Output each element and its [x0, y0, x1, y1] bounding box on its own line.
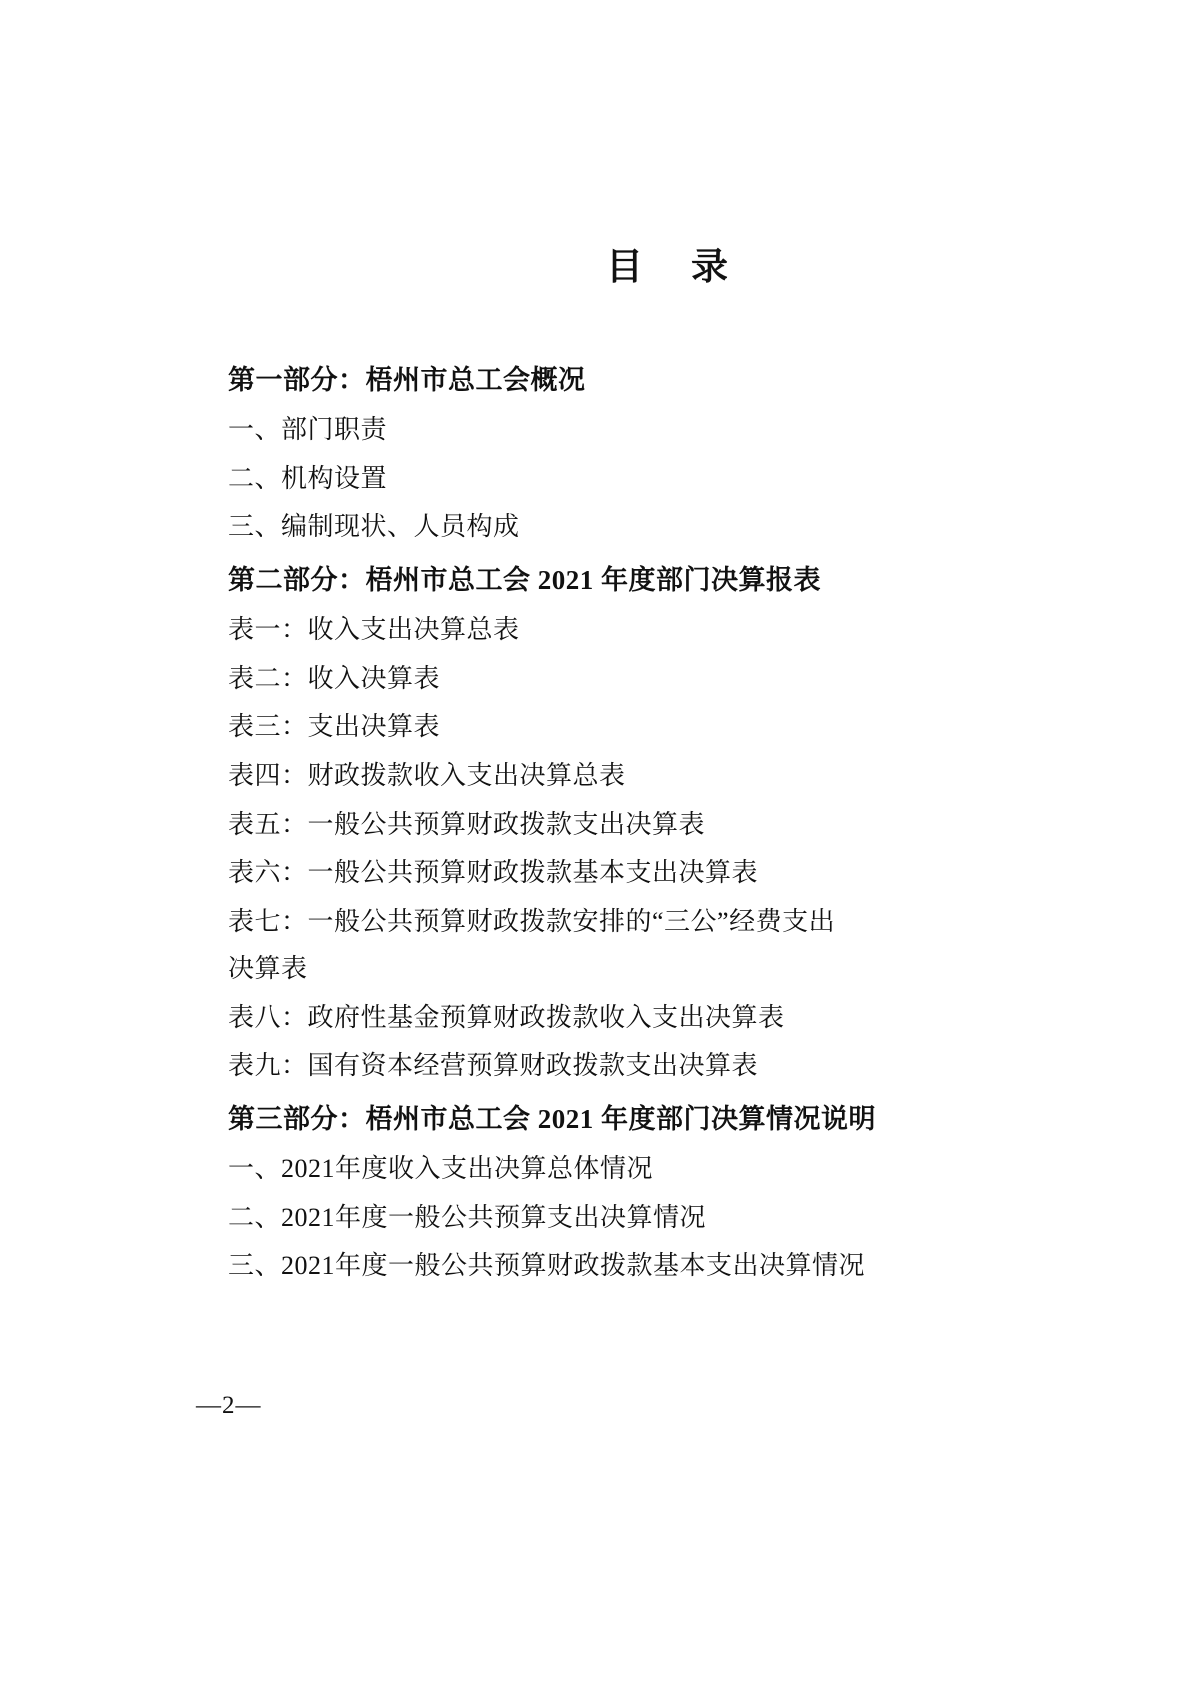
toc-entry[interactable]: 三、2021年度一般公共预算财政拨款基本支出决算情况: [228, 1251, 866, 1281]
toc-entry[interactable]: 表四：财政拨款收入支出决算总表: [228, 761, 626, 790]
toc-entry[interactable]: 一、部门职责: [228, 414, 388, 444]
section-heading-2: 第二部分：梧州市总工会 2021 年度部门决算报表: [228, 565, 821, 595]
toc-entry[interactable]: 三、编制现状、人员构成: [228, 512, 520, 542]
toc-entry[interactable]: 表六：一般公共预算财政拨款基本支出决算表: [228, 858, 759, 888]
toc-entry[interactable]: 表八：政府性基金预算财政拨款收入支出决算表: [228, 1002, 785, 1032]
toc-entry[interactable]: 表九：国有资本经营预算财政拨款支出决算表: [228, 1051, 759, 1081]
page-title-left: 目: [606, 247, 645, 288]
toc-entry[interactable]: 表一：收入支出决算总表: [228, 614, 520, 644]
section-heading-1: 第一部分：梧州市总工会概况: [228, 365, 586, 395]
toc-entry-continuation[interactable]: 决算表: [228, 953, 308, 983]
toc-entry[interactable]: 表七：一般公共预算财政拨款安排的“三公”经费支出: [228, 907, 836, 937]
toc-entry[interactable]: 二、机构设置: [228, 463, 388, 493]
page-title: [228, 236, 988, 290]
page-title-right: 录: [691, 247, 730, 288]
toc-entry[interactable]: 表五：一般公共预算财政拨款支出决算表: [228, 809, 706, 839]
toc-entry[interactable]: 一、2021年度收入支出决算总体情况: [228, 1153, 654, 1183]
section-heading-3: 第三部分：梧州市总工会 2021 年度部门决算情况说明: [228, 1104, 876, 1135]
toc-content: [228, 236, 988, 1293]
toc-entry[interactable]: 二、2021年度一般公共预算支出决算情况: [228, 1202, 707, 1232]
page-number: —2—: [196, 1392, 262, 1419]
toc-entry[interactable]: 表三：支出决算表: [228, 712, 441, 742]
toc-entry[interactable]: 表二：收入决算表: [228, 663, 441, 693]
